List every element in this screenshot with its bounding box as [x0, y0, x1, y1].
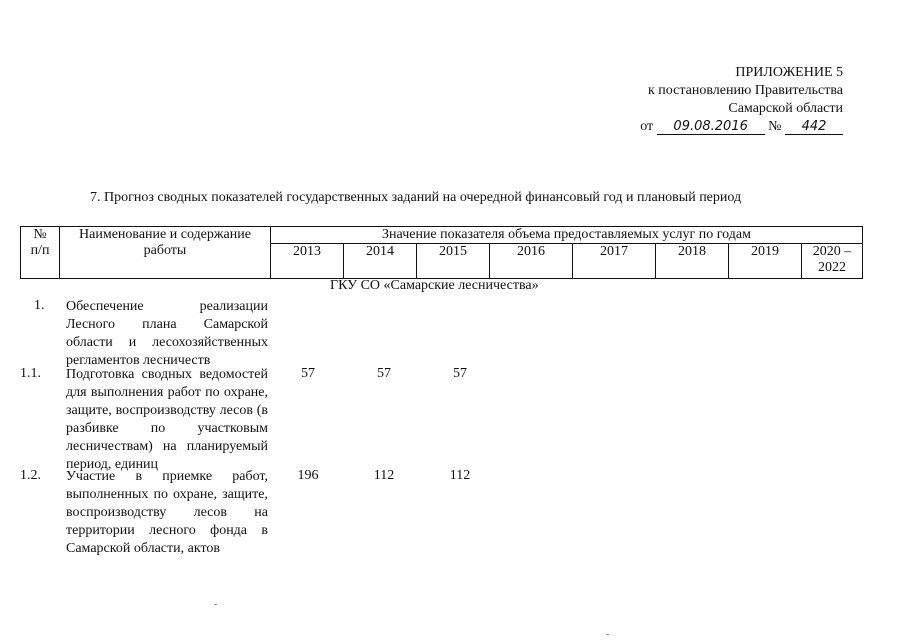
appendix-date-line: [640, 118, 843, 136]
value-2014: 112: [373, 468, 395, 483]
section-title: 7. Прогноз сводных показателей государственных заданий на очередной финансовый год и плановый период: [90, 190, 742, 205]
row-number: 1.: [34, 298, 45, 313]
indicators-table-header: [20, 226, 863, 279]
decree-number: 442: [785, 120, 843, 135]
appendix-line-2: к постановлению Правительства: [647, 83, 843, 98]
decree-date: 09.08.2016: [657, 120, 765, 135]
value-2014: 57: [377, 366, 391, 381]
year-header: 2014: [344, 244, 417, 279]
year-header: 2019: [729, 244, 802, 279]
appendix-block: [640, 64, 843, 136]
organization-name: ГКУ СО «Самарские лесничества»: [330, 278, 539, 293]
appendix-title: ПРИЛОЖЕНИЕ 5: [735, 65, 843, 80]
col-name-line-2: работы: [143, 243, 187, 258]
col-number-header: [21, 227, 60, 279]
col-values-header: Значение показателя объема предоставляемых услуг по годам: [271, 227, 863, 244]
year-header: 2016: [490, 244, 573, 279]
number-prefix: №: [768, 119, 782, 134]
value-2013: 57: [301, 366, 315, 381]
row-description: Участие в приемке работ, выполненных по охране, защите, воспроизводству лесов на территории лесного фонда в Самарской области, актов: [66, 469, 268, 556]
from-prefix: от: [640, 119, 654, 134]
scan-speck: [606, 634, 609, 635]
appendix-line-3: Самарской области: [728, 101, 843, 116]
year-header: 2018: [656, 244, 729, 279]
row-description: Обеспечение реализации Лесного плана Самарской области и лесохозяйственных регламентов лесничеств: [66, 299, 268, 368]
col-number-line-2: п/п: [30, 243, 50, 258]
col-name-line-1: Наименование и содержание: [79, 227, 251, 242]
col-name-header: [60, 227, 271, 279]
row-description: Подготовка сводных ведомостей для выполнения работ по охране, защите, воспроизводству лесов (в разбивке по участковым лесничествам) на планируемый период, единиц: [66, 367, 268, 472]
year-header: 2013: [271, 244, 344, 279]
year-header: 2017: [573, 244, 656, 279]
value-2013: 196: [297, 468, 319, 483]
row-number: 1.2.: [20, 468, 41, 483]
col-number-line-1: №: [33, 227, 47, 242]
value-2015: 57: [453, 366, 467, 381]
value-2015: 112: [449, 468, 471, 483]
year-header: 2015: [417, 244, 490, 279]
year-header: 2020 – 2022: [802, 244, 863, 279]
row-number: 1.1.: [20, 366, 41, 381]
scan-speck: [214, 604, 217, 605]
